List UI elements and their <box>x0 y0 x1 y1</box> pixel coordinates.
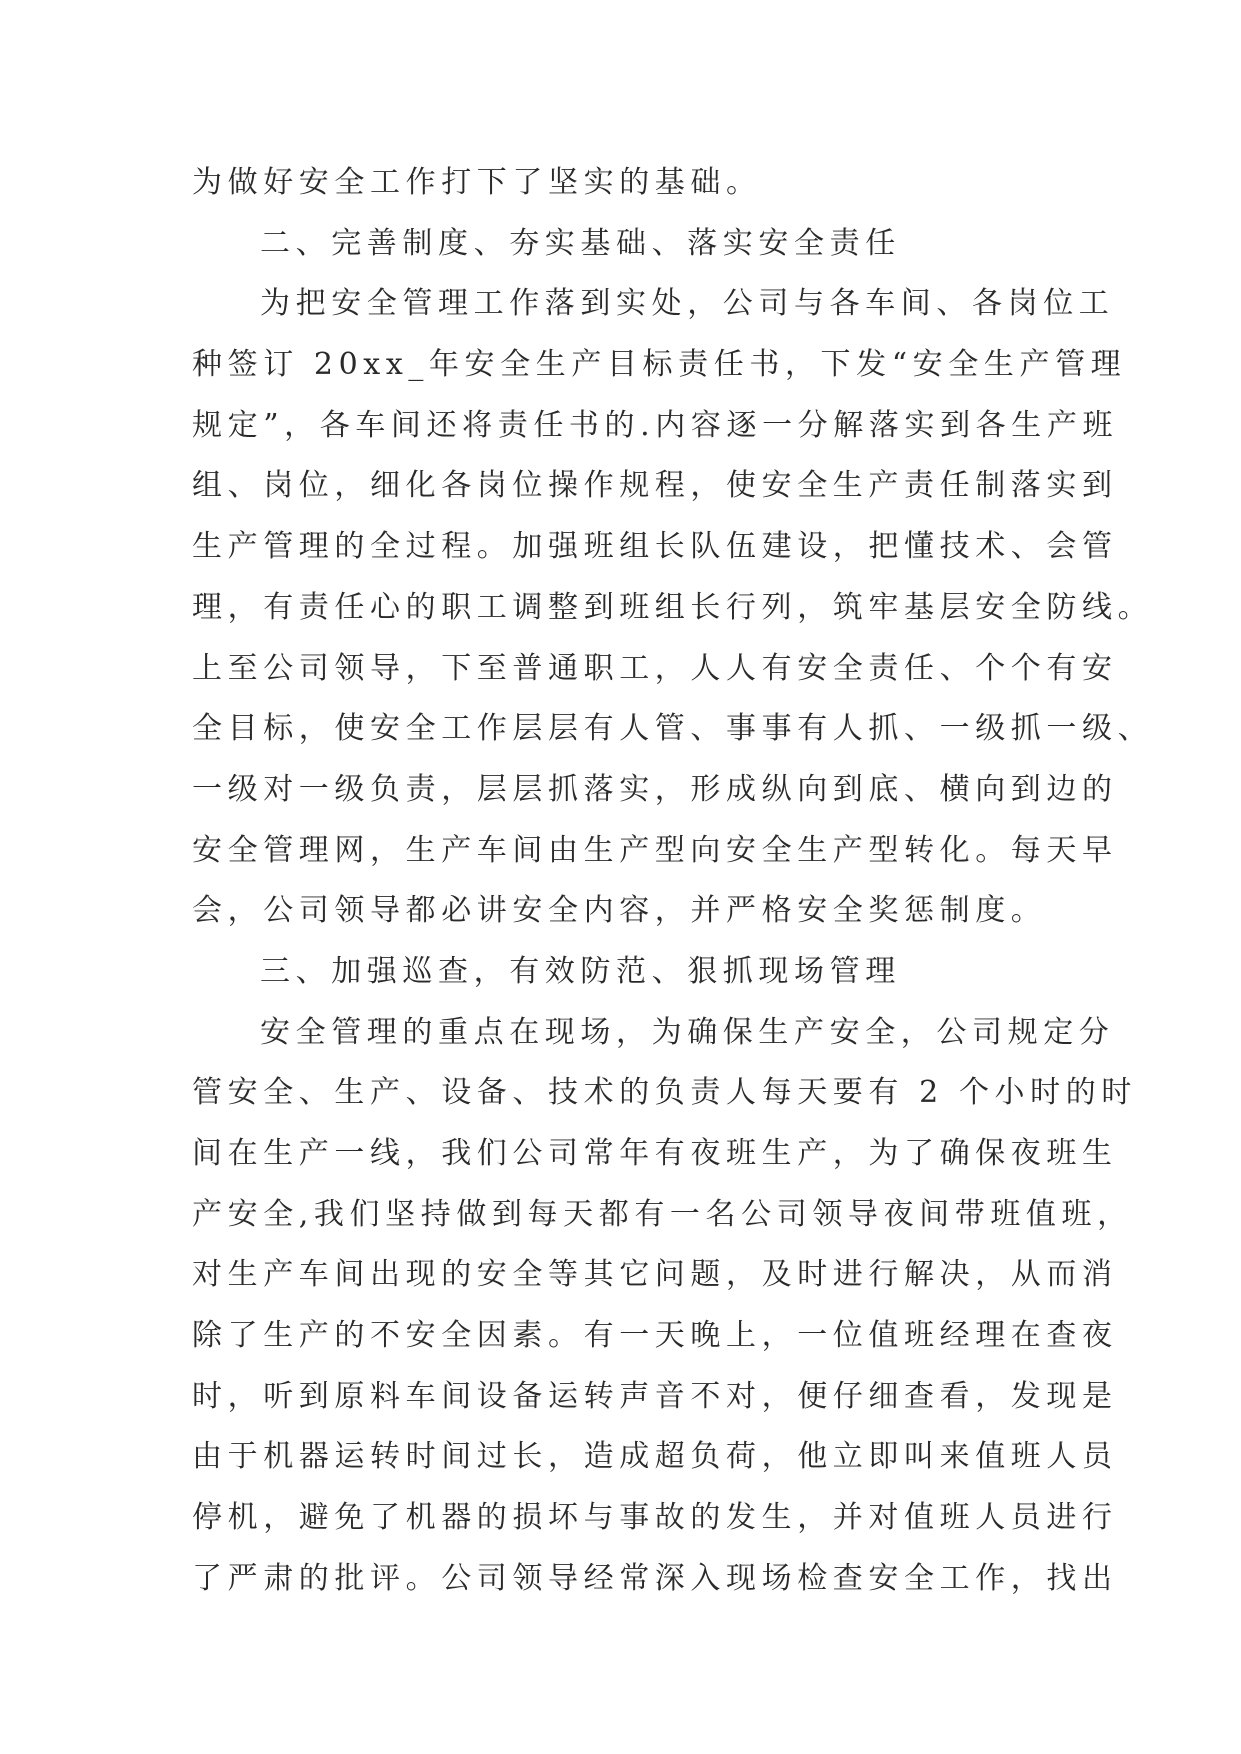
text-line: 为把安全管理工作落到实处，公司与各车间、各岗位工 <box>260 286 1115 322</box>
text-line: 停机，避免了机器的损坏与事故的发生，并对值班人员进行 <box>192 1500 1118 1536</box>
text-line: 会，公司领导都必讲安全内容，并严格安全奖惩制度。 <box>192 893 1047 929</box>
document-body <box>192 153 1154 1610</box>
text-line: 为做好安全工作打下了坚实的基础。 <box>192 165 762 200</box>
text-line: 时，听到原料车间设备运转声音不对，便仔细查看，发现是 <box>192 1378 1118 1414</box>
text-line: 安全管理的重点在现场，为确保生产安全，公司规定分 <box>260 1014 1115 1050</box>
text-line: 组、岗位，细化各岗位操作规程，使安全生产责任制落实到 <box>192 468 1118 504</box>
text-line: 安全管理网，生产车间由生产型向安全生产型转化。每天早 <box>192 832 1118 868</box>
text-line: 种签订 20xx_年安全生产目标责任书，下发“安全生产管理 <box>192 347 1127 383</box>
text-line: 上至公司领导，下至普通职工，人人有安全责任、个个有安 <box>192 650 1118 686</box>
text-line: 一级对一级负责，层层抓落实，形成纵向到底、横向到边的 <box>192 771 1118 807</box>
text-line: 除了生产的不安全因素。有一天晚上，一位值班经理在查夜 <box>192 1318 1118 1354</box>
text-line: 了严肃的批评。公司领导经常深入现场检查安全工作，找出 <box>192 1560 1118 1596</box>
text-line: 管安全、生产、设备、技术的负责人每天要有 2 个小时的时 <box>192 1075 1137 1111</box>
text-line: 全目标，使安全工作层层有人管、事事有人抓、一级抓一级、 <box>192 711 1154 747</box>
text-line: 产安全,我们坚持做到每天都有一名公司领导夜间带班值班， <box>192 1196 1133 1232</box>
text-line: 对生产车间出现的安全等其它问题，及时进行解决，从而消 <box>192 1257 1118 1293</box>
text-line: 间在生产一线，我们公司常年有夜班生产，为了确保夜班生 <box>192 1136 1118 1171</box>
text-line: 由于机器运转时间过长，造成超负荷，他立即叫来值班人员 <box>192 1439 1118 1475</box>
text-line: 生产管理的全过程。加强班组长队伍建设，把懂技术、会管 <box>192 529 1118 565</box>
text-line: 三、加强巡查，有效防范、狠抓现场管理 <box>260 953 901 989</box>
text-line: 二、完善制度、夯实基础、落实安全责任 <box>260 225 901 261</box>
text-line: 理，有责任心的职工调整到班组长行列，筑牢基层安全防线。 <box>192 589 1154 625</box>
text-line: 规定”，各车间还将责任书的.内容逐一分解落实到各生产班 <box>192 407 1119 443</box>
